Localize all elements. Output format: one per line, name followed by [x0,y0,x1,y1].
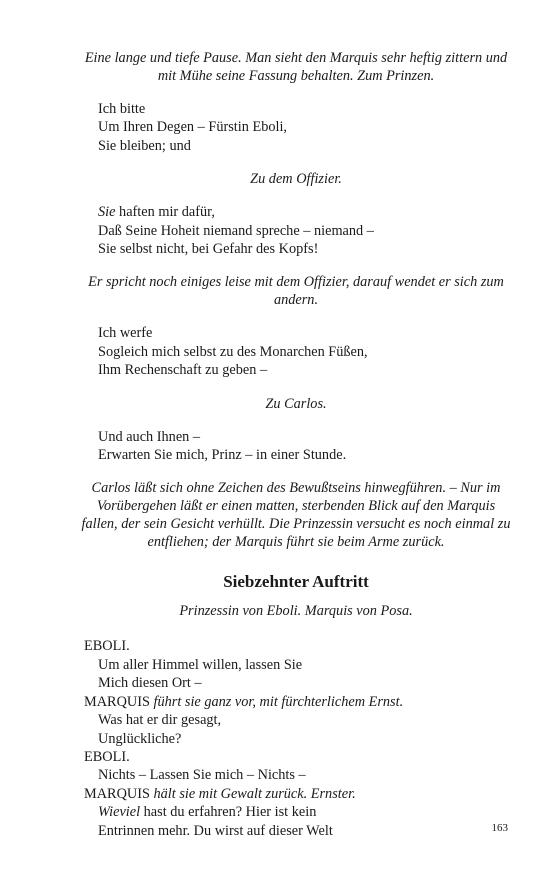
speaker-name: MARQUIS [84,693,150,710]
speaker-eboli: EBOLI. [84,638,130,655]
verse-line: Nichts – Lassen Sie mich – Nichts – [98,767,306,784]
dialogue [84,637,508,839]
verse-block [84,656,508,693]
verse-block [84,100,508,155]
verse-line: Ich werfe [98,325,153,342]
verse-line: Und auch Ihnen – [98,428,201,445]
verse-line: Ich bitte [98,101,146,117]
verse-line: Sie bleiben; und [98,137,191,154]
verse-line: Sogleich mich selbst zu des Monarchen Füßen, [98,343,368,360]
stage-direction: Zu Carlos. [265,395,327,412]
verse-line: Unglückliche? [98,730,182,747]
emphasis: Sie [98,204,116,221]
verse-block [84,324,508,379]
speaker-eboli: EBOLI. [84,748,130,765]
stage-direction: Zu dem Offizier. [250,171,342,188]
page-body [81,49,511,840]
stage-direction: Er spricht noch einiges leise mit dem Offizier, darauf wendet er sich zum andern. [88,274,504,309]
verse-line: Daß Seine Hoheit niemand spreche – niemand – [98,222,374,239]
verse-line: Mich diesen Ort – [98,675,202,692]
verse-line: Was hat er dir gesagt, [98,712,222,729]
speaker-direction: führt sie ganz vor, mit fürchterlichem Ernst. [149,693,404,710]
verse-line [98,803,508,821]
verse-text: haften mir dafür, [115,204,215,221]
speaker-name: MARQUIS [84,785,150,802]
verse-block [84,766,508,784]
verse-block [84,803,508,840]
stage-direction: Eine lange und tiefe Pause. Man sieht den Marquis sehr heftig zittern und mit Mühe seine Fassung behalten. Zum Prinzen. [84,50,508,84]
emphasis: Wieviel [98,804,141,821]
stage-direction: Carlos läßt sich ohne Zeichen des Bewußtseins hinwegführen. – Nur im Vorübergehen läßt er einen matten, sterbenden Blick auf den Marquis fallen, der sein Gesicht verhüllt. Die Prinzessin versucht es noch einmal zu entfliehen; der Marquis führt sie beim Arme zurück. [81,480,511,551]
verse-block [84,711,508,748]
verse-line: Um Ihren Degen – Fürstin Eboli, [98,119,288,136]
verse-line [98,203,508,221]
scene-title: Siebzehnter Auftritt [223,572,369,592]
verse-line: Erwarten Sie mich, Prinz – in einer Stunde. [98,447,347,464]
page-number: 163 [491,822,508,834]
verse-line: Ihm Rechenschaft zu geben – [98,362,268,379]
verse-line: Sie selbst nicht, bei Gefahr des Kopfs! [98,241,319,258]
verse-block [84,203,508,258]
verse-line: Entrinnen mehr. Du wirst auf dieser Welt [98,822,333,839]
speaker-marquis [84,693,508,711]
speaker-direction: hält sie mit Gewalt zurück. Ernster. [149,785,356,802]
verse-block [84,428,508,465]
verse-text: hast du erfahren? Hier ist kein [140,804,317,821]
speaker-marquis [84,785,508,803]
verse-line: Um aller Himmel willen, lassen Sie [98,656,303,673]
scene-persons: Prinzessin von Eboli. Marquis von Posa. [179,603,413,620]
